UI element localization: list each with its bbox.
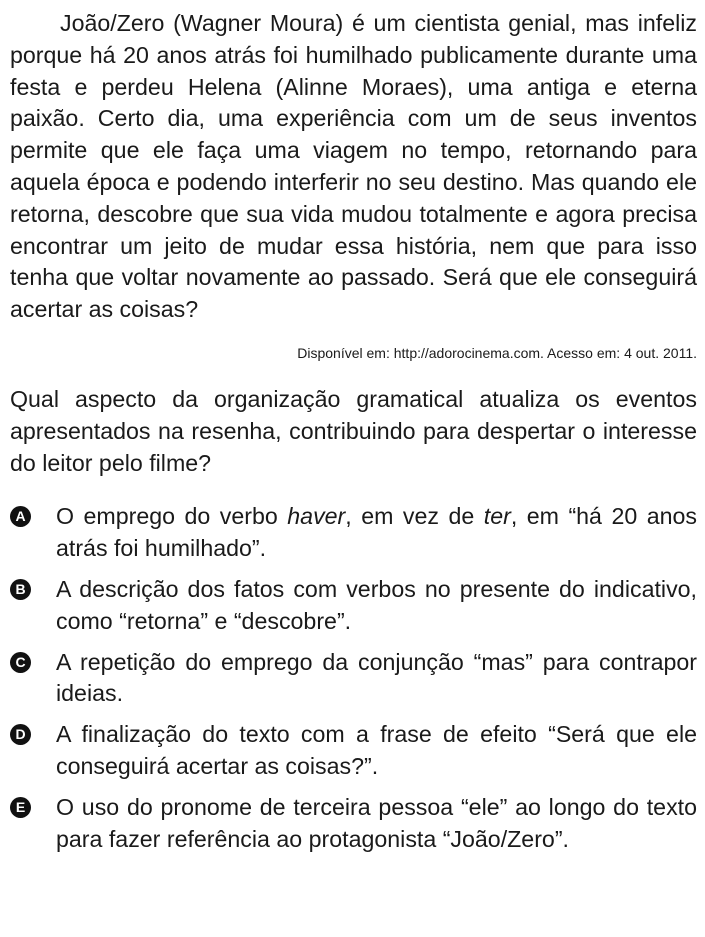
option-b[interactable] <box>10 574 697 638</box>
option-c-text: A repetição do emprego da conjunção “mas” para contrapor ideias. <box>56 648 697 707</box>
option-b-text: A descrição dos fatos com verbos no presente do indicativo, como “retorna” e “descobre”. <box>56 575 697 634</box>
review-passage: João/Zero (Wagner Moura) é um cientista genial, mas infeliz porque há 20 anos atrás foi humilhado publicamente durante uma festa e perdeu Helena (Alinne Moraes), uma antiga e eterna paixão. Certo dia, uma experiência com um de seus inventos permite que ele faça uma viagem no tempo, retornando para aquela época e podendo interferir no seu destino. Mas quando ele retorna, descobre que sua vida mudou totalmente e agora precisa encontrar um jeito de mudar essa história, nem que para isso tenha que voltar novamente ao passado. Será que ele conseguirá acertar as coisas? <box>10 10 697 323</box>
option-d-text: A finalização do texto com a frase de efeito “Será que ele conseguirá acertar as coisas?”. <box>56 721 697 779</box>
option-d-letter-badge: D <box>10 724 31 745</box>
option-e-letter-badge: E <box>10 797 31 818</box>
option-a-text-part1: O emprego do verbo <box>56 503 288 530</box>
option-d[interactable] <box>10 719 697 783</box>
option-a-letter-badge: A <box>10 506 31 527</box>
source-citation: Disponível em: http://adorocinema.com. Acesso em: 4 out. 2011. <box>297 344 697 361</box>
option-e-text: O uso do pronome de terceira pessoa “ele” ao longo do texto para fazer referência ao protagonista “João/Zero”. <box>56 793 697 852</box>
question-prompt: Qual aspecto da organização gramatical atualiza os eventos apresentados na resenha, contribuindo para despertar o interesse do leitor pelo filme? <box>10 385 697 476</box>
answer-options <box>10 501 697 855</box>
option-a-text <box>56 501 697 565</box>
option-a-emphasis-haver: haver <box>287 503 346 530</box>
option-a-emphasis-ter: ter <box>483 503 511 530</box>
option-c[interactable] <box>10 647 697 711</box>
option-a[interactable] <box>10 501 697 565</box>
option-c-letter-badge: C <box>10 652 31 673</box>
option-e[interactable] <box>10 792 697 856</box>
exam-question <box>10 8 697 864</box>
option-a-text-part3: , em “há 20 anos atrás foi humilhado”. <box>56 503 697 562</box>
option-a-text-part2: , em vez de <box>345 503 484 530</box>
option-b-letter-badge: B <box>10 579 31 600</box>
